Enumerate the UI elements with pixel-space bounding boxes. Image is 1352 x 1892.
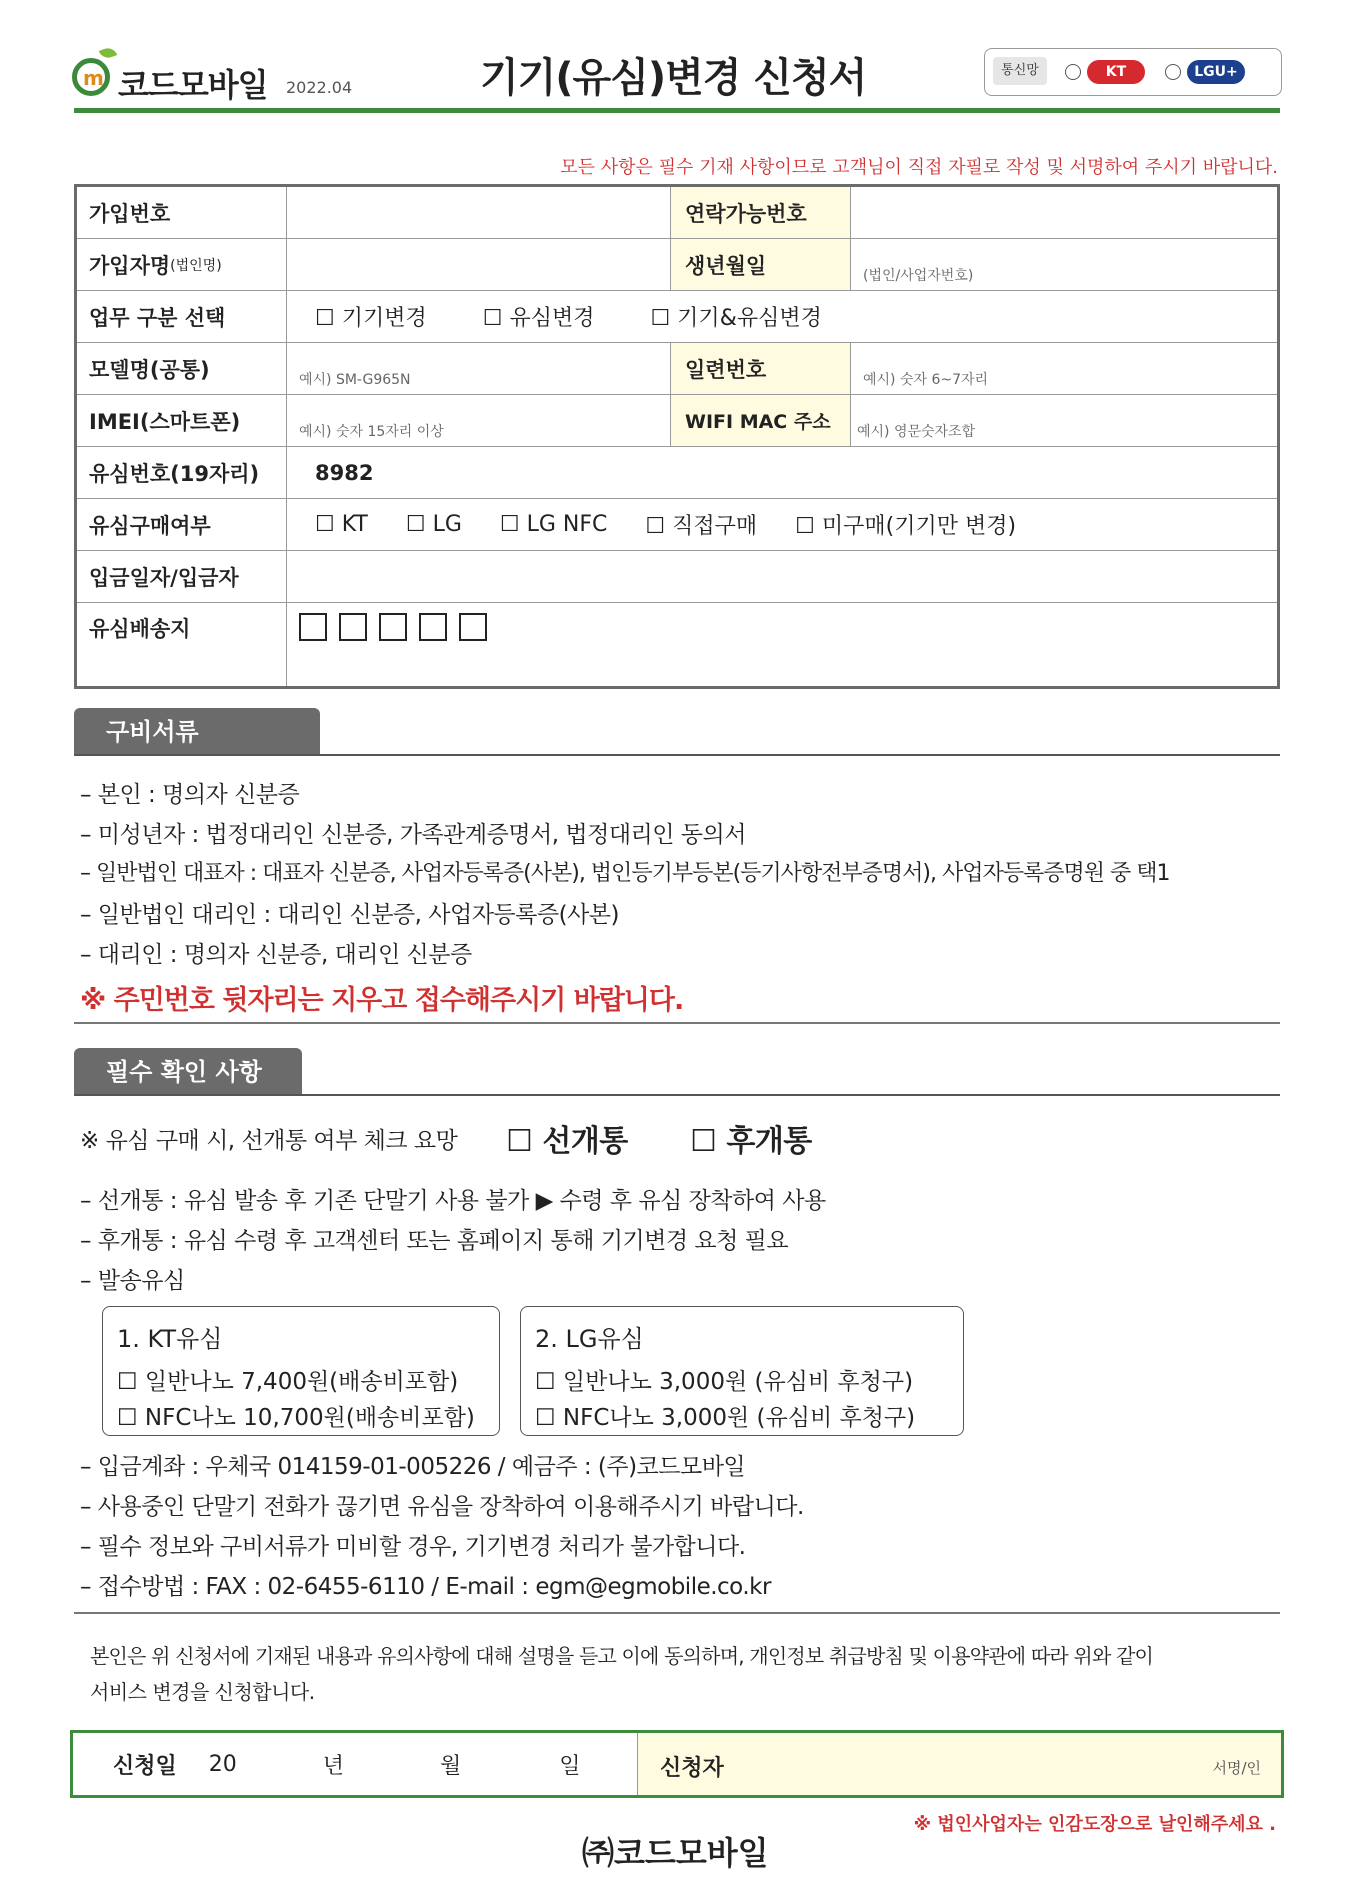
task-type-options [287, 291, 1277, 342]
delivery-field[interactable] [287, 603, 1277, 686]
subscription-no-label: 가입번호 [77, 187, 287, 238]
pre-open-checkbox[interactable]: ☐ 선개통 [506, 1124, 628, 1159]
purchase-direct-checkbox[interactable]: ☐ 직접구매 [645, 514, 758, 539]
usim-no-field[interactable]: 8982 [315, 460, 374, 485]
serial-label: 일련번호 [671, 343, 851, 394]
table-row [77, 499, 1277, 551]
docs-line: – 대리인 : 명의자 신분증, 대리인 신분증 [80, 942, 472, 968]
birth-date-field[interactable]: (법인/사업자번호) [863, 268, 974, 284]
postcode-box[interactable] [419, 613, 447, 641]
deposit-field[interactable] [287, 551, 1277, 602]
table-row [77, 343, 1277, 395]
purchase-kt-checkbox[interactable]: ☐ KT [315, 512, 368, 537]
carrier-selector [984, 48, 1282, 96]
table-row [77, 291, 1277, 343]
version-date: 2022.04 [286, 78, 353, 97]
leaf-icon [99, 46, 117, 61]
kt-badge: KT [1087, 60, 1145, 84]
model-field[interactable]: 예시) SM-G965N [287, 343, 671, 394]
required-line: – 발송유심 [80, 1268, 185, 1294]
lg-nano-checkbox[interactable]: ☐ 일반나노 3,000원 (유심비 후청구) [535, 1369, 914, 1395]
year-prefix[interactable]: 20 [208, 1751, 237, 1777]
purchase-none-checkbox[interactable]: ☐ 미구매(기기만 변경) [795, 514, 1017, 539]
lgu-badge: LGU+ [1187, 60, 1245, 84]
serial-field[interactable]: 예시) 숫자 6~7자리 [863, 372, 989, 388]
docs-divider [74, 754, 1280, 756]
day-label: 일 [559, 1753, 581, 1779]
task-both-checkbox[interactable]: ☐ 기기&유심변경 [650, 306, 822, 331]
purchase-lg-nfc-checkbox[interactable]: ☐ LG NFC [499, 512, 608, 537]
usim-purchase-options [287, 499, 1277, 550]
model-label: 모델명(공통) [77, 343, 287, 394]
header-rule [74, 108, 1280, 113]
required-section-tab: 필수 확인 사항 [74, 1048, 302, 1096]
table-row [77, 603, 1277, 686]
lg-nfc-checkbox[interactable]: ☐ NFC나노 3,000원 (유심비 후청구) [535, 1405, 916, 1431]
required-line: – 입금계좌 : 우체국 014159-01-005226 / 예금주 : (주)코드모바일 [80, 1454, 746, 1480]
kt-usim-box [102, 1306, 500, 1436]
birth-date-label: 생년월일 [671, 239, 851, 290]
logo-name: 코드모바일 [118, 66, 268, 104]
page-title: 기기(유심)변경 신청서 [480, 55, 867, 101]
delivery-label: 유심배송지 [77, 603, 287, 686]
postcode-box[interactable] [459, 613, 487, 641]
subscriber-name-sub: (법인명) [170, 257, 222, 274]
applicant-field[interactable] [638, 1733, 1281, 1795]
purchase-lg-checkbox[interactable]: ☐ LG [405, 512, 462, 537]
subscriber-name-field[interactable] [287, 239, 671, 290]
docs-line: – 미성년자 : 법정대리인 신분증, 가족관계증명서, 법정대리인 동의서 [80, 822, 746, 848]
id-number-warning: ※ 주민번호 뒷자리는 지우고 접수해주시기 바랍니다. [80, 985, 684, 1016]
kt-radio[interactable] [1065, 64, 1081, 80]
docs-section-tab: 구비서류 [74, 708, 320, 756]
task-device-checkbox[interactable]: ☐ 기기변경 [315, 306, 427, 331]
application-date [73, 1733, 638, 1795]
kt-nfc-checkbox[interactable]: ☐ NFC나노 10,700원(배송비포함) [117, 1405, 475, 1431]
required-line: – 접수방법 : FAX : 02-6455-6110 / E-mail : egm@egmobile.co.kr [80, 1574, 771, 1600]
consent-line: 서비스 변경을 신청합니다. [90, 1680, 315, 1704]
docs-line: – 일반법인 대리인 : 대리인 신분증, 사업자등록증(사본) [80, 902, 619, 928]
signature-table [70, 1730, 1284, 1798]
sign-hint: 서명/인 [1212, 1759, 1261, 1777]
table-row [77, 447, 1277, 499]
deposit-label: 입금일자/입금자 [77, 551, 287, 602]
consent-line: 본인은 위 신청서에 기재된 내용과 유의사항에 대해 설명을 듣고 이에 동의하며, 개인정보 취급방침 및 이용약관에 따라 위와 같이 [90, 1644, 1154, 1668]
lg-usim-box [520, 1306, 964, 1436]
postcode-box[interactable] [299, 613, 327, 641]
corporate-seal-note: ※ 법인사업자는 인감도장으로 날인해주세요 . [913, 1814, 1276, 1835]
subscriber-name-label [77, 239, 287, 290]
imei-label: IMEI(스마트폰) [77, 395, 287, 446]
wifi-mac-label: WIFI MAC 주소 [671, 395, 851, 446]
lgu-radio[interactable] [1165, 64, 1181, 80]
task-usim-checkbox[interactable]: ☐ 유심변경 [482, 306, 595, 331]
application-form-table [74, 184, 1280, 689]
year-label: 년 [322, 1753, 345, 1779]
company-logo [72, 48, 372, 104]
logo-mark-icon [72, 58, 110, 96]
subscriber-name-text: 가입자명 [89, 253, 171, 278]
required-bottom-rule [74, 1612, 1280, 1614]
table-row [77, 551, 1277, 603]
subscription-no-field[interactable] [287, 187, 671, 238]
usim-purchase-label: 유심구매여부 [77, 499, 287, 550]
activation-question: ※ 유심 구매 시, 선개통 여부 체크 요망 [80, 1128, 458, 1154]
postcode-box[interactable] [379, 613, 407, 641]
date-label: 신청일 [113, 1753, 177, 1779]
table-row [77, 395, 1277, 447]
wifi-mac-field[interactable]: 예시) 영문숫자조합 [857, 424, 976, 440]
required-divider [74, 1094, 1280, 1096]
applicant-label: 신청자 [660, 1756, 724, 1781]
required-line: – 사용중인 단말기 전화가 끊기면 유심을 장착하여 이용해주시기 바랍니다. [80, 1494, 804, 1520]
kt-nano-checkbox[interactable]: ☐ 일반나노 7,400원(배송비포함) [117, 1369, 459, 1395]
required-line: – 선개통 : 유심 발송 후 기존 단말기 사용 불가 ▶ 수령 후 유심 장착하여 사용 [80, 1188, 826, 1214]
post-open-checkbox[interactable]: ☐ 후개통 [690, 1124, 812, 1159]
table-row [77, 239, 1277, 291]
carrier-label: 통신망 [993, 57, 1047, 85]
lg-usim-title: 2. LG유심 [535, 1325, 644, 1353]
logo-mark-letter: m [83, 66, 104, 90]
contact-no-field[interactable] [851, 187, 1277, 238]
docs-line: – 일반법인 대표자 : 대표자 신분증, 사업자등록증(사본), 법인등기부등본(등기사항전부증명서), 사업자등록증명원 중 택1 [80, 861, 1170, 886]
usim-no-label: 유심번호(19자리) [77, 447, 287, 498]
imei-field[interactable]: 예시) 숫자 15자리 이상 [287, 395, 671, 446]
docs-bottom-rule [74, 1022, 1280, 1024]
task-type-label: 업무 구분 선택 [77, 291, 287, 342]
kt-usim-title: 1. KT유심 [117, 1325, 223, 1353]
contact-no-label: 연락가능번호 [671, 187, 851, 238]
docs-line: – 본인 : 명의자 신분증 [80, 782, 300, 808]
postcode-box[interactable] [339, 613, 367, 641]
required-line: – 후개통 : 유심 수령 후 고객센터 또는 홈페이지 통해 기기변경 요청 필요 [80, 1228, 789, 1254]
required-line: – 필수 정보와 구비서류가 미비할 경우, 기기변경 처리가 불가합니다. [80, 1534, 746, 1560]
table-row [77, 187, 1277, 239]
month-label: 월 [440, 1753, 462, 1779]
required-notice: 모든 사항은 필수 기재 사항이므로 고객님이 직접 자필로 작성 및 서명하여 주시기 바랍니다. [560, 157, 1278, 178]
footer-company-name: ㈜코드모바일 [582, 1834, 769, 1872]
